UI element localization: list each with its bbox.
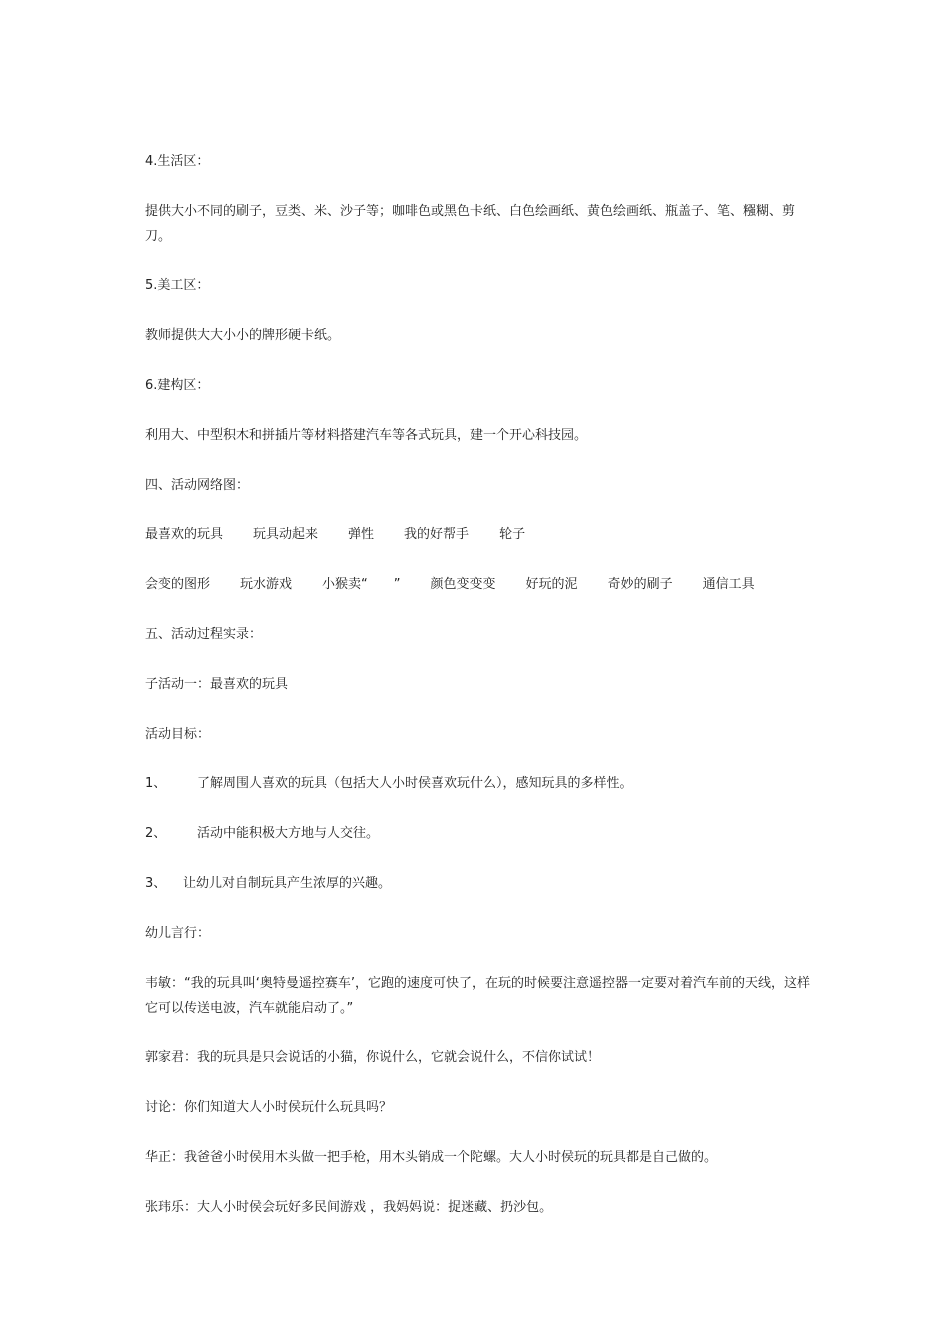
section-4-title: 4.生活区： — [145, 154, 210, 169]
goal-number: 1、 — [145, 776, 167, 791]
section-6-body: 利用大、中型积木和拼插片等材料搭建汽车等各式玩具，建一个开心科技园。 — [145, 428, 588, 443]
network-item: 玩具动起来 — [253, 527, 319, 542]
goal-text: 了解周围人喜欢的玩具（包括大人小时侯喜欢玩什么），感知玩具的多样性。 — [197, 776, 633, 791]
network-item: ” — [393, 577, 401, 592]
section-6-title: 6.建构区： — [145, 378, 210, 393]
section-5-body: 教师提供大大小小的牌形硬卡纸。 — [145, 328, 341, 343]
network-item: 会变的图形 — [145, 577, 211, 592]
network-item: 弹性 — [348, 527, 375, 542]
speech-guojiajun: 郭家君：我的玩具是只会说话的小猫，你说什么，它就会说什么，不信你试试！ — [145, 1050, 601, 1065]
section-4-body: 提供大小不同的刷子，豆类、米、沙子等；咖啡色或黑色卡纸、白色绘画纸、黄色绘画纸、瓶盖子、笔、糨糊、剪刀。 — [145, 204, 796, 244]
network-item: 好玩的泥 — [525, 577, 578, 592]
network-row-1 — [145, 522, 525, 547]
network-item: 小猴卖“ — [322, 577, 368, 592]
goal-item — [145, 821, 379, 846]
goal-item — [145, 771, 633, 796]
speech-weimin: 韦敏：“我的玩具叫‘奥特曼遥控赛车’，它跑的速度可快了，在玩的时候要注意遥控器一定要对着汽车前的天线，这样它可以传送电波，汽车就能启动了。” — [145, 976, 811, 1016]
speech-huazheng: 华正：我爸爸小时侯用木头做一把手枪，用木头销成一个陀螺。大人小时侯玩的玩具都是自己做的。 — [145, 1150, 718, 1165]
goal-item — [145, 871, 391, 896]
network-title: 四、活动网络图： — [145, 478, 250, 493]
goal-text: 活动中能积极大方地与人交往。 — [197, 826, 380, 841]
network-item: 颜色变变变 — [430, 577, 496, 592]
section-5-title: 5.美工区： — [145, 278, 210, 293]
process-title: 五、活动过程实录： — [145, 627, 263, 642]
goal-number: 2、 — [145, 826, 167, 841]
network-row-2 — [145, 572, 755, 597]
speech-zhangweile: 张玮乐：大人小时侯会玩好多民间游戏 ，我妈妈说：捉迷藏、扔沙包。 — [145, 1200, 553, 1215]
discussion: 讨论：你们知道大人小时侯玩什么玩具吗？ — [145, 1100, 393, 1115]
network-item: 玩水游戏 — [240, 577, 293, 592]
network-item: 我的好帮手 — [404, 527, 470, 542]
network-item: 奇妙的刷子 — [607, 577, 673, 592]
sub-activity-title: 子活动一：最喜欢的玩具 — [145, 677, 289, 692]
goal-number: 3、 — [145, 876, 167, 891]
network-item: 最喜欢的玩具 — [145, 527, 224, 542]
goal-text: 让幼儿对自制玩具产生浓厚的兴趣。 — [183, 876, 392, 891]
network-item: 轮子 — [499, 527, 526, 542]
speech-title: 幼儿言行： — [145, 926, 211, 941]
goals-title: 活动目标： — [145, 727, 211, 742]
network-item: 通信工具 — [702, 577, 755, 592]
